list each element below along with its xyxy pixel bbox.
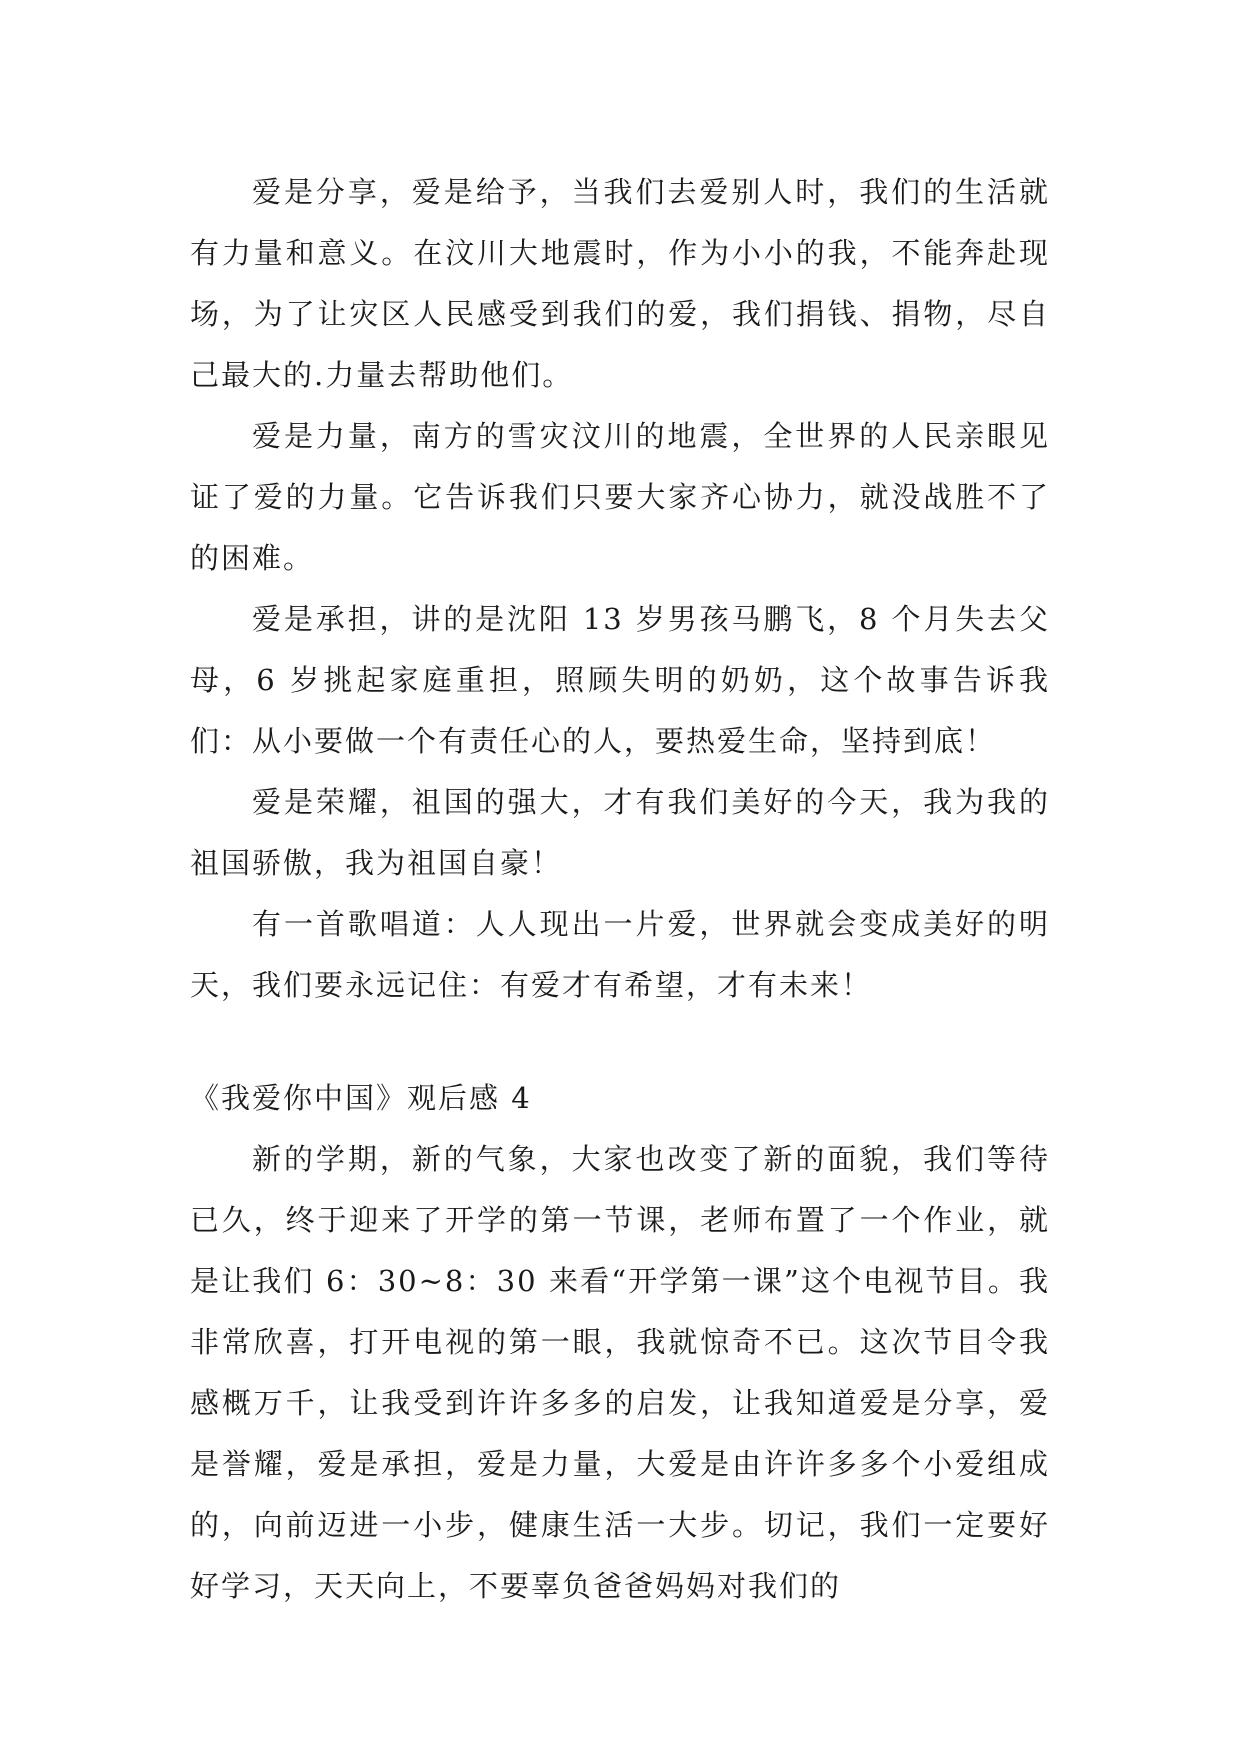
section-heading: 《我爱你中国》观后感 4	[190, 1081, 532, 1115]
paragraph-love-responsibility: 爱是承担，讲的是沈阳 13 岁男孩马鹏飞，8 个月失去父母，6 岁挑起家庭重担，照顾失明的奶奶，这个故事告诉我们：从小要做一个有责任心的人，要热爱生命，坚持到底！	[190, 602, 1050, 758]
document-body	[190, 162, 1050, 1617]
paragraph-love-sharing: 爱是分享，爱是给予，当我们去爱别人时，我们的生活就有力量和意义。在汶川大地震时，作为小小的我，不能奔赴现场，为了让灾区人民感受到我们的爱，我们捐钱、捐物，尽自己最大的.力量去帮助他们。	[190, 175, 1050, 392]
paragraph-love-strength: 爱是力量，南方的雪灾汶川的地震，全世界的人民亲眼见证了爱的力量。它告诉我们只要大家齐心协力，就没战胜不了的困难。	[190, 419, 1050, 575]
paragraph-new-semester: 新的学期，新的气象，大家也改变了新的面貌，我们等待已久，终于迎来了开学的第一节课，老师布置了一个作业，就是让我们 6：30~8：30 来看“开学第一课”这个电视节目。我非常欣喜，打开电视的第一眼，我就惊奇不已。这次节目令我感概万千，让我受到许许多多的启发，让我知道爱是分享，爱是誉耀，爱是承担，爱是力量，大爱是由许许多多个小爱组成的，向前迈进一小步，健康生活一大步。切记，我们一定要好好学习，天天向上，不要辜负爸爸妈妈对我们的	[190, 1142, 1050, 1603]
paragraph-song-quote: 有一首歌唱道：人人现出一片爱，世界就会变成美好的明天，我们要永远记住：有爱才有希望，才有未来！	[190, 907, 1050, 1002]
paragraph-love-honor: 爱是荣耀，祖国的强大，才有我们美好的今天，我为我的祖国骄傲，我为祖国自豪！	[190, 785, 1050, 880]
